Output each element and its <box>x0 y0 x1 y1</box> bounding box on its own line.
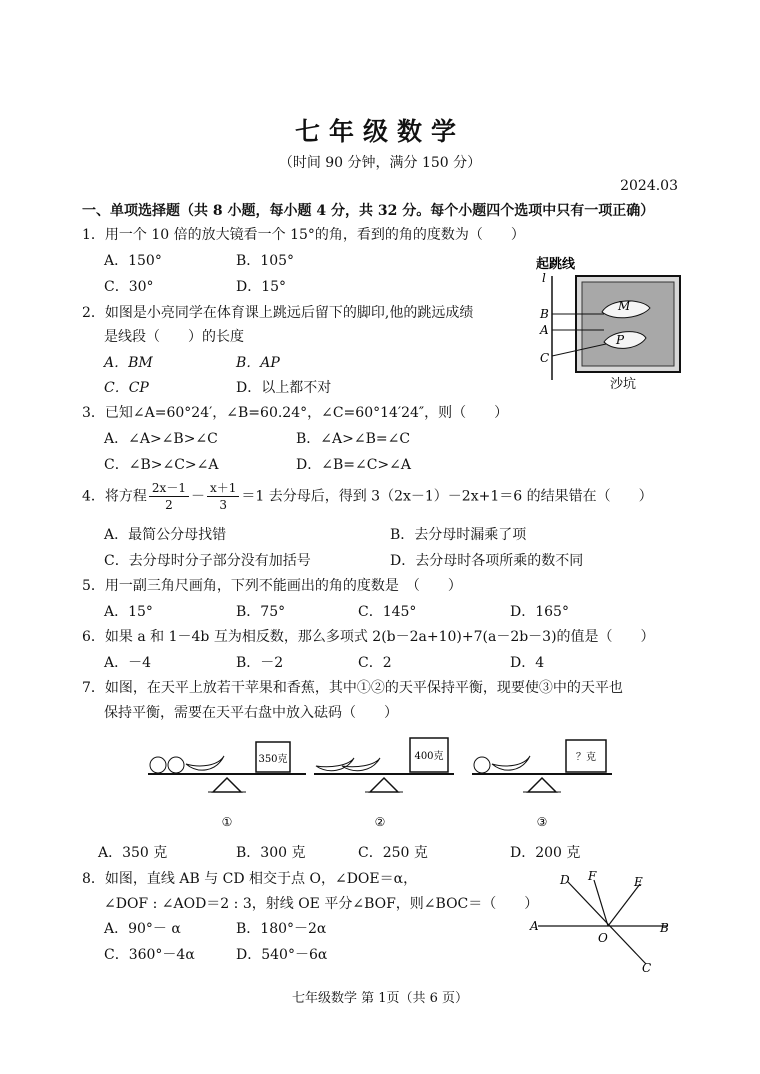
q6-option-b: B．－2 <box>236 655 284 671</box>
q4-option-a: A．最简公分母找错 <box>104 527 227 543</box>
svg-text:P: P <box>616 333 625 347</box>
q5-option-c: C．145° <box>358 604 417 620</box>
q1-option-b: B．105° <box>236 253 295 269</box>
svg-text:D: D <box>560 873 570 887</box>
question-3: 3．已知∠A=60°24′，∠B=60.24°，∠C=60°14′24″，则（ ） <box>82 405 509 421</box>
svg-text:②: ② <box>374 815 386 829</box>
question-2-line1: 2．如图是小亮同学在体育课上跳远后留下的脚印,他的跳远成绩 <box>82 305 474 321</box>
question-5: 5．用一副三角尺画角，下列不能画出的角的度数是 （ ） <box>82 578 462 594</box>
balance-1 <box>148 742 306 829</box>
svg-text:A: A <box>530 919 539 933</box>
page-footer: 七年级数学 第 1页（共 6 页） <box>291 991 469 1006</box>
page-title: 七年级数学 <box>294 117 465 146</box>
balance-figure <box>146 728 686 832</box>
question-6: 6．如果 a 和 1－4b 互为相反数，那么多项式 2(b－2a+10)+7(a－2b－3)的值是（ ） <box>82 629 655 645</box>
balance-3 <box>472 740 612 829</box>
q1-option-d: D．15° <box>236 279 287 295</box>
fraction-2: $\frac{x+1}{3}$ <box>207 480 239 513</box>
q2-option-b: B．AP <box>236 355 280 371</box>
exam-date: 2024.03 <box>620 178 678 194</box>
q6-option-a: A．－4 <box>104 655 152 671</box>
fraction-1: $\frac{2x-1}{2}$ <box>149 480 189 513</box>
q8-option-b: B．180°－2α <box>236 921 327 937</box>
q4-option-d: D．去分母时各项所乘的数不同 <box>390 553 584 569</box>
q2-option-d: D．以上都不对 <box>236 380 332 396</box>
svg-text:l: l <box>542 271 546 285</box>
q1-option-a: A．150° <box>104 253 162 269</box>
q6-option-c: C．2 <box>358 655 392 671</box>
long-jump-figure <box>532 252 692 392</box>
question-2-line2: 是线段（ ）的长度 <box>104 329 244 345</box>
q7-option-a: A．350 克 <box>98 845 168 861</box>
apple-icon <box>150 757 166 773</box>
question-8-line1: 8．如图，直线 AB 与 CD 相交于点 O，∠DOE＝α， <box>82 871 418 887</box>
q8-option-c: C．360°－4α <box>104 947 195 963</box>
q3-option-b: B．∠A>∠B=∠C <box>296 431 411 447</box>
q8-option-a: A．90°－ α <box>104 921 181 937</box>
q1-option-c: C．30° <box>104 279 154 295</box>
exam-info: （时间 90 分钟，满分 150 分） <box>278 155 482 171</box>
section-heading: 一、单项选择题（共 8 小题，每小题 4 分，共 32 分。每个小题四个选项中只有一项正确） <box>82 203 655 219</box>
svg-text:M: M <box>618 299 631 313</box>
svg-text:C: C <box>642 961 652 975</box>
svg-text:B: B <box>540 307 549 321</box>
jump-line-label: 起跳线 <box>536 257 576 272</box>
q7-option-c: C．250 克 <box>358 845 428 861</box>
q4-option-c: C．去分母时分子部分没有加括号 <box>104 553 311 569</box>
q2-option-a: A．BM <box>104 355 153 371</box>
question-4: 4．将方程 $\frac{2x-1}{2}$ － $\frac{x+1}{3}$ ＝1 去分母后，得到 3（2x－1）－2x+1＝6 的结果错在（ ） <box>82 481 653 512</box>
q7-option-d: D．200 克 <box>510 845 581 861</box>
question-8-line2: ∠DOF : ∠AOD＝2 : 3，射线 OE 平分∠BOF，则∠BOC＝（ ） <box>104 896 539 912</box>
q7-option-b: B．300 克 <box>236 845 306 861</box>
q2-option-c: C．CP <box>104 380 149 396</box>
question-7-line1: 7．如图，在天平上放若干苹果和香蕉，其中①②的天平保持平衡，现要使③中的天平也 <box>82 680 623 696</box>
q8-option-d: D．540°－6α <box>236 947 328 963</box>
svg-text:400克: 400克 <box>414 751 444 762</box>
banana-icon <box>492 756 530 770</box>
svg-text:？克: ？克 <box>576 752 596 763</box>
question-1: 1．用一个 10 倍的放大镜看一个 15°的角，看到的角的度数为（ ） <box>82 227 525 243</box>
intersecting-lines-figure <box>528 868 688 978</box>
q5-option-b: B．75° <box>236 604 286 620</box>
svg-text:F: F <box>588 869 597 883</box>
apple-icon <box>474 757 490 773</box>
svg-text:E: E <box>634 875 643 889</box>
balance-2 <box>314 738 454 829</box>
q4-option-b: B．去分母时漏乘了项 <box>390 527 527 543</box>
svg-text:350克: 350克 <box>258 754 288 765</box>
question-7-line2: 保持平衡，需要在天平右盘中放入砝码（ ） <box>104 705 398 721</box>
sand-pit-label: 沙坑 <box>610 377 637 392</box>
svg-text:O: O <box>598 931 608 945</box>
apple-icon <box>168 757 184 773</box>
svg-text:C: C <box>540 351 550 365</box>
q6-option-d: D．4 <box>510 655 545 671</box>
svg-text:A: A <box>540 323 549 337</box>
q3-option-c: C．∠B>∠C>∠A <box>104 457 219 473</box>
q3-option-d: D．∠B=∠C>∠A <box>296 457 411 473</box>
banana-icon <box>186 756 224 770</box>
svg-text:③: ③ <box>536 815 548 829</box>
svg-text:B: B <box>660 921 669 935</box>
q5-option-d: D．165° <box>510 604 569 620</box>
svg-text:①: ① <box>221 815 233 829</box>
q5-option-a: A．15° <box>104 604 153 620</box>
q3-option-a: A．∠A>∠B>∠C <box>104 431 218 447</box>
